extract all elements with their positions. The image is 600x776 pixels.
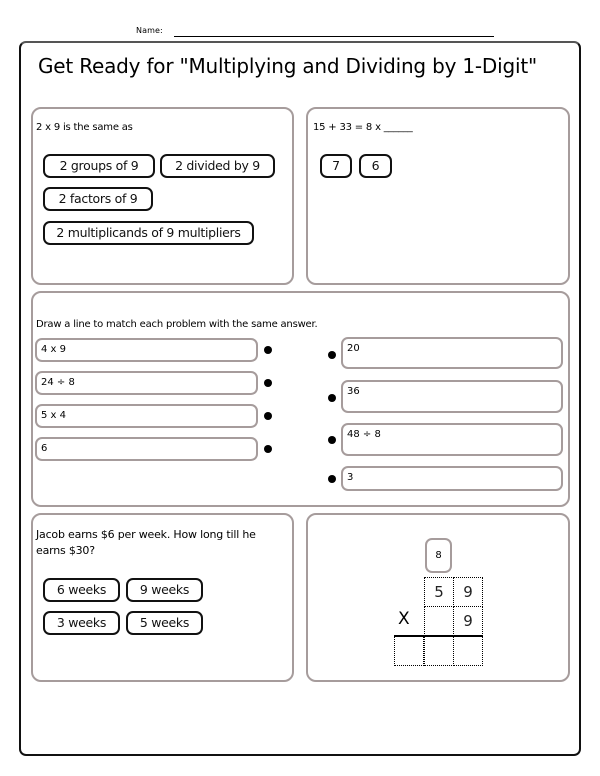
match-left-4[interactable]: 6 [35, 437, 258, 461]
match-right-4[interactable]: 3 [341, 466, 563, 491]
q4-option-5-weeks[interactable]: 5 weeks [126, 611, 203, 635]
match-left-dot-1[interactable] [264, 346, 272, 354]
q4-option-9-weeks[interactable]: 9 weeks [126, 578, 203, 602]
answer-ones-cell[interactable] [453, 636, 483, 666]
q1-option-multiplicands[interactable]: 2 multiplicands of 9 multipliers [43, 221, 254, 245]
carry-box[interactable]: 8 [425, 538, 452, 573]
match-right-dot-2[interactable] [328, 394, 336, 402]
second-ones-cell: 9 [453, 606, 483, 636]
q1-option-groups[interactable]: 2 groups of 9 [43, 154, 155, 178]
question-1-prompt: 2 x 9 is the same as [36, 122, 133, 133]
q4-option-6-weeks[interactable]: 6 weeks [43, 578, 120, 602]
match-left-dot-4[interactable] [264, 445, 272, 453]
match-left-dot-3[interactable] [264, 412, 272, 420]
name-field [136, 26, 163, 35]
name-input-line[interactable] [174, 36, 494, 37]
q1-option-factors[interactable]: 2 factors of 9 [43, 187, 153, 211]
multiply-operator: X [398, 609, 410, 629]
match-right-dot-1[interactable] [328, 351, 336, 359]
second-tens-cell [424, 606, 454, 636]
match-left-2[interactable]: 24 ÷ 8 [35, 371, 258, 395]
answer-tens-cell[interactable] [424, 636, 454, 666]
answer-rule-line [394, 635, 483, 637]
worksheet-title: Get Ready for "Multiplying and Dividing by 1-Digit" [38, 54, 537, 78]
answer-hundreds-cell[interactable] [394, 636, 424, 666]
question-2-panel [306, 107, 570, 285]
matching-prompt: Draw a line to match each problem with the same answer. [36, 319, 318, 330]
q2-option-6[interactable]: 6 [359, 154, 392, 178]
match-right-2[interactable]: 36 [341, 380, 563, 413]
match-right-3[interactable]: 48 ÷ 8 [341, 423, 563, 456]
match-left-1[interactable]: 4 x 9 [35, 338, 258, 362]
match-left-dot-2[interactable] [264, 379, 272, 387]
question-4-prompt: Jacob earns $6 per week. How long till he earns $30? [36, 528, 256, 557]
q2-option-7[interactable]: 7 [320, 154, 352, 178]
match-right-1[interactable]: 20 [341, 337, 563, 369]
q4-option-3-weeks[interactable]: 3 weeks [43, 611, 120, 635]
top-ones-cell: 9 [453, 577, 483, 607]
match-left-3[interactable]: 5 x 4 [35, 404, 258, 428]
question-2-prompt: 15 + 33 = 8 x ______ [313, 122, 413, 133]
q1-option-divided[interactable]: 2 divided by 9 [160, 154, 275, 178]
match-right-dot-3[interactable] [328, 436, 336, 444]
match-right-dot-4[interactable] [328, 475, 336, 483]
name-label: Name: [136, 26, 163, 35]
top-tens-cell: 5 [424, 577, 454, 607]
